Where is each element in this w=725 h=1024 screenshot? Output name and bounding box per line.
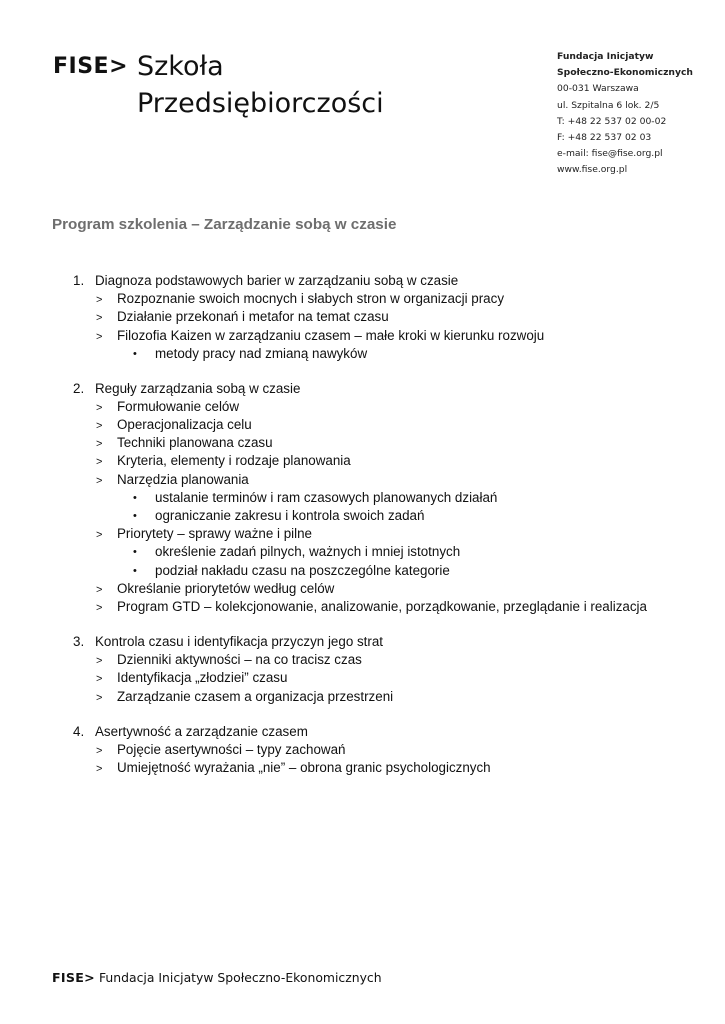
section-heading-row xyxy=(0,723,725,741)
program-section xyxy=(0,380,725,616)
bullet-marker: • xyxy=(133,510,137,523)
list-item-text: Umiejętność wyrażania „nie” – obrona granic psychologicznych xyxy=(117,759,491,775)
section-number: 4. xyxy=(73,723,85,739)
list-item-text: Zarządzanie czasem a organizacja przestrzeni xyxy=(117,688,394,704)
bullet-marker: • xyxy=(133,546,137,559)
contact-block xyxy=(557,49,693,179)
section-heading-row xyxy=(0,380,725,398)
arrow-marker: > xyxy=(96,762,103,775)
list-item xyxy=(0,452,725,470)
list-item-text: Identyfikacja „złodziei” czasu xyxy=(117,670,288,686)
list-item xyxy=(0,416,725,434)
list-item xyxy=(0,398,725,416)
sub-list-item-text: określenie zadań pilnych, ważnych i mniej istotnych xyxy=(155,544,461,560)
bullet-marker: • xyxy=(133,564,137,577)
footer-logo-mark: FISE> xyxy=(52,970,96,985)
arrow-marker: > xyxy=(96,691,103,704)
list-item xyxy=(0,651,725,669)
section-title: Diagnoza podstawowych barier w zarządzaniu sobą w czasie xyxy=(95,273,459,288)
list-item-text: Kryteria, elementy i rodzaje planowania xyxy=(117,453,351,469)
sub-list-item xyxy=(0,345,725,363)
contact-org-line-1: Fundacja Inicjatyw xyxy=(557,51,654,62)
sub-list-item xyxy=(0,507,725,525)
sub-list-item xyxy=(0,543,725,561)
list-item-text: Określanie priorytetów według celów xyxy=(117,580,335,596)
arrow-marker: > xyxy=(96,673,103,686)
program-section xyxy=(0,272,725,363)
list-item-text: Filozofia Kaizen w zarządzaniu czasem – małe kroki w kierunku rozwoju xyxy=(117,327,545,343)
section-number: 2. xyxy=(73,380,85,396)
section-title: Kontrola czasu i identyfikacja przyczyn jego strat xyxy=(95,633,384,649)
arrow-marker: > xyxy=(96,456,103,469)
list-item xyxy=(0,669,725,687)
program-section xyxy=(0,633,725,706)
bullet-marker: • xyxy=(133,347,137,360)
sub-list-item-text: metody pracy nad zmianą nawyków xyxy=(155,345,368,361)
section-number: 1. xyxy=(73,273,85,288)
arrow-marker: > xyxy=(96,744,103,757)
contact-phone: T: +48 22 537 02 00-02 xyxy=(557,115,667,127)
arrow-marker: > xyxy=(96,583,103,596)
list-item xyxy=(0,598,725,616)
list-item-text: Narzędzia planowania xyxy=(117,471,249,487)
logo-text xyxy=(137,48,384,122)
contact-email: e-mail: fise@fise.org.pl xyxy=(557,148,663,160)
list-item-text: Formułowanie celów xyxy=(117,398,240,414)
list-item-text: Program GTD – kolekcjonowanie, analizowanie, porządkowanie, przeglądanie i realizacja xyxy=(117,598,647,614)
arrow-marker: > xyxy=(96,330,103,343)
sub-list-item-text: ustalanie terminów i ram czasowych planowanych działań xyxy=(155,489,498,505)
logo-line-1: Szkoła xyxy=(137,51,224,82)
list-item-text: Operacjonalizacja celu xyxy=(117,417,252,433)
list-item xyxy=(0,759,725,777)
list-item xyxy=(0,580,725,598)
program-list xyxy=(0,272,725,794)
contact-org-line-2: Społeczno-Ekonomicznych xyxy=(557,67,693,79)
arrow-marker: > xyxy=(96,529,103,542)
list-item-text: Techniki planowana czasu xyxy=(117,435,273,451)
logo-mark: FISE> xyxy=(53,54,129,79)
arrow-marker: > xyxy=(96,655,103,668)
list-item xyxy=(0,741,725,759)
contact-www: www.fise.org.pl xyxy=(557,164,628,176)
footer-text: Fundacja Inicjatyw Społeczno-Ekonomicznych xyxy=(98,970,382,985)
sub-list-item xyxy=(0,562,725,580)
arrow-marker: > xyxy=(96,312,103,325)
footer xyxy=(52,970,382,985)
list-item xyxy=(0,525,725,543)
arrow-marker: > xyxy=(96,601,103,614)
contact-postcode: 00-031 Warszawa xyxy=(557,83,639,95)
list-item-text: Dzienniki aktywności – na co tracisz czas xyxy=(117,652,362,668)
list-item-text: Rozpoznanie swoich mocnych i słabych stron w organizacji pracy xyxy=(117,291,505,307)
section-number: 3. xyxy=(73,633,85,649)
section-title: Reguły zarządzania sobą w czasie xyxy=(95,380,301,396)
contact-fax: F: +48 22 537 02 03 xyxy=(557,132,652,144)
list-item-text: Działanie przekonań i metafor na temat czasu xyxy=(117,309,389,325)
sub-list-item xyxy=(0,489,725,507)
program-section xyxy=(0,723,725,778)
arrow-marker: > xyxy=(96,474,103,487)
section-heading-row xyxy=(0,633,725,651)
list-item xyxy=(0,688,725,706)
list-item-text: Priorytety – sprawy ważne i pilne xyxy=(117,526,312,542)
arrow-marker: > xyxy=(96,294,103,307)
list-item-text: Pojęcie asertywności – typy zachowań xyxy=(117,741,346,757)
list-item xyxy=(0,290,725,308)
list-item xyxy=(0,434,725,452)
arrow-marker: > xyxy=(96,401,103,414)
list-item xyxy=(0,471,725,489)
list-item xyxy=(0,327,725,345)
section-title: Asertywność a zarządzanie czasem xyxy=(95,723,308,739)
contact-street: ul. Szpitalna 6 lok. 2/5 xyxy=(557,99,660,111)
section-heading-row xyxy=(0,272,725,290)
sub-list-item-text: ograniczanie zakresu i kontrola swoich zadań xyxy=(155,508,425,524)
sub-list-item-text: podział nakładu czasu na poszczególne kategorie xyxy=(155,562,450,578)
bullet-marker: • xyxy=(133,491,137,504)
arrow-marker: > xyxy=(96,438,103,451)
list-item xyxy=(0,308,725,326)
page-title: Program szkolenia – Zarządzanie sobą w czasie xyxy=(52,216,397,233)
logo-line-2: Przedsiębiorczości xyxy=(137,88,384,119)
arrow-marker: > xyxy=(96,420,103,433)
